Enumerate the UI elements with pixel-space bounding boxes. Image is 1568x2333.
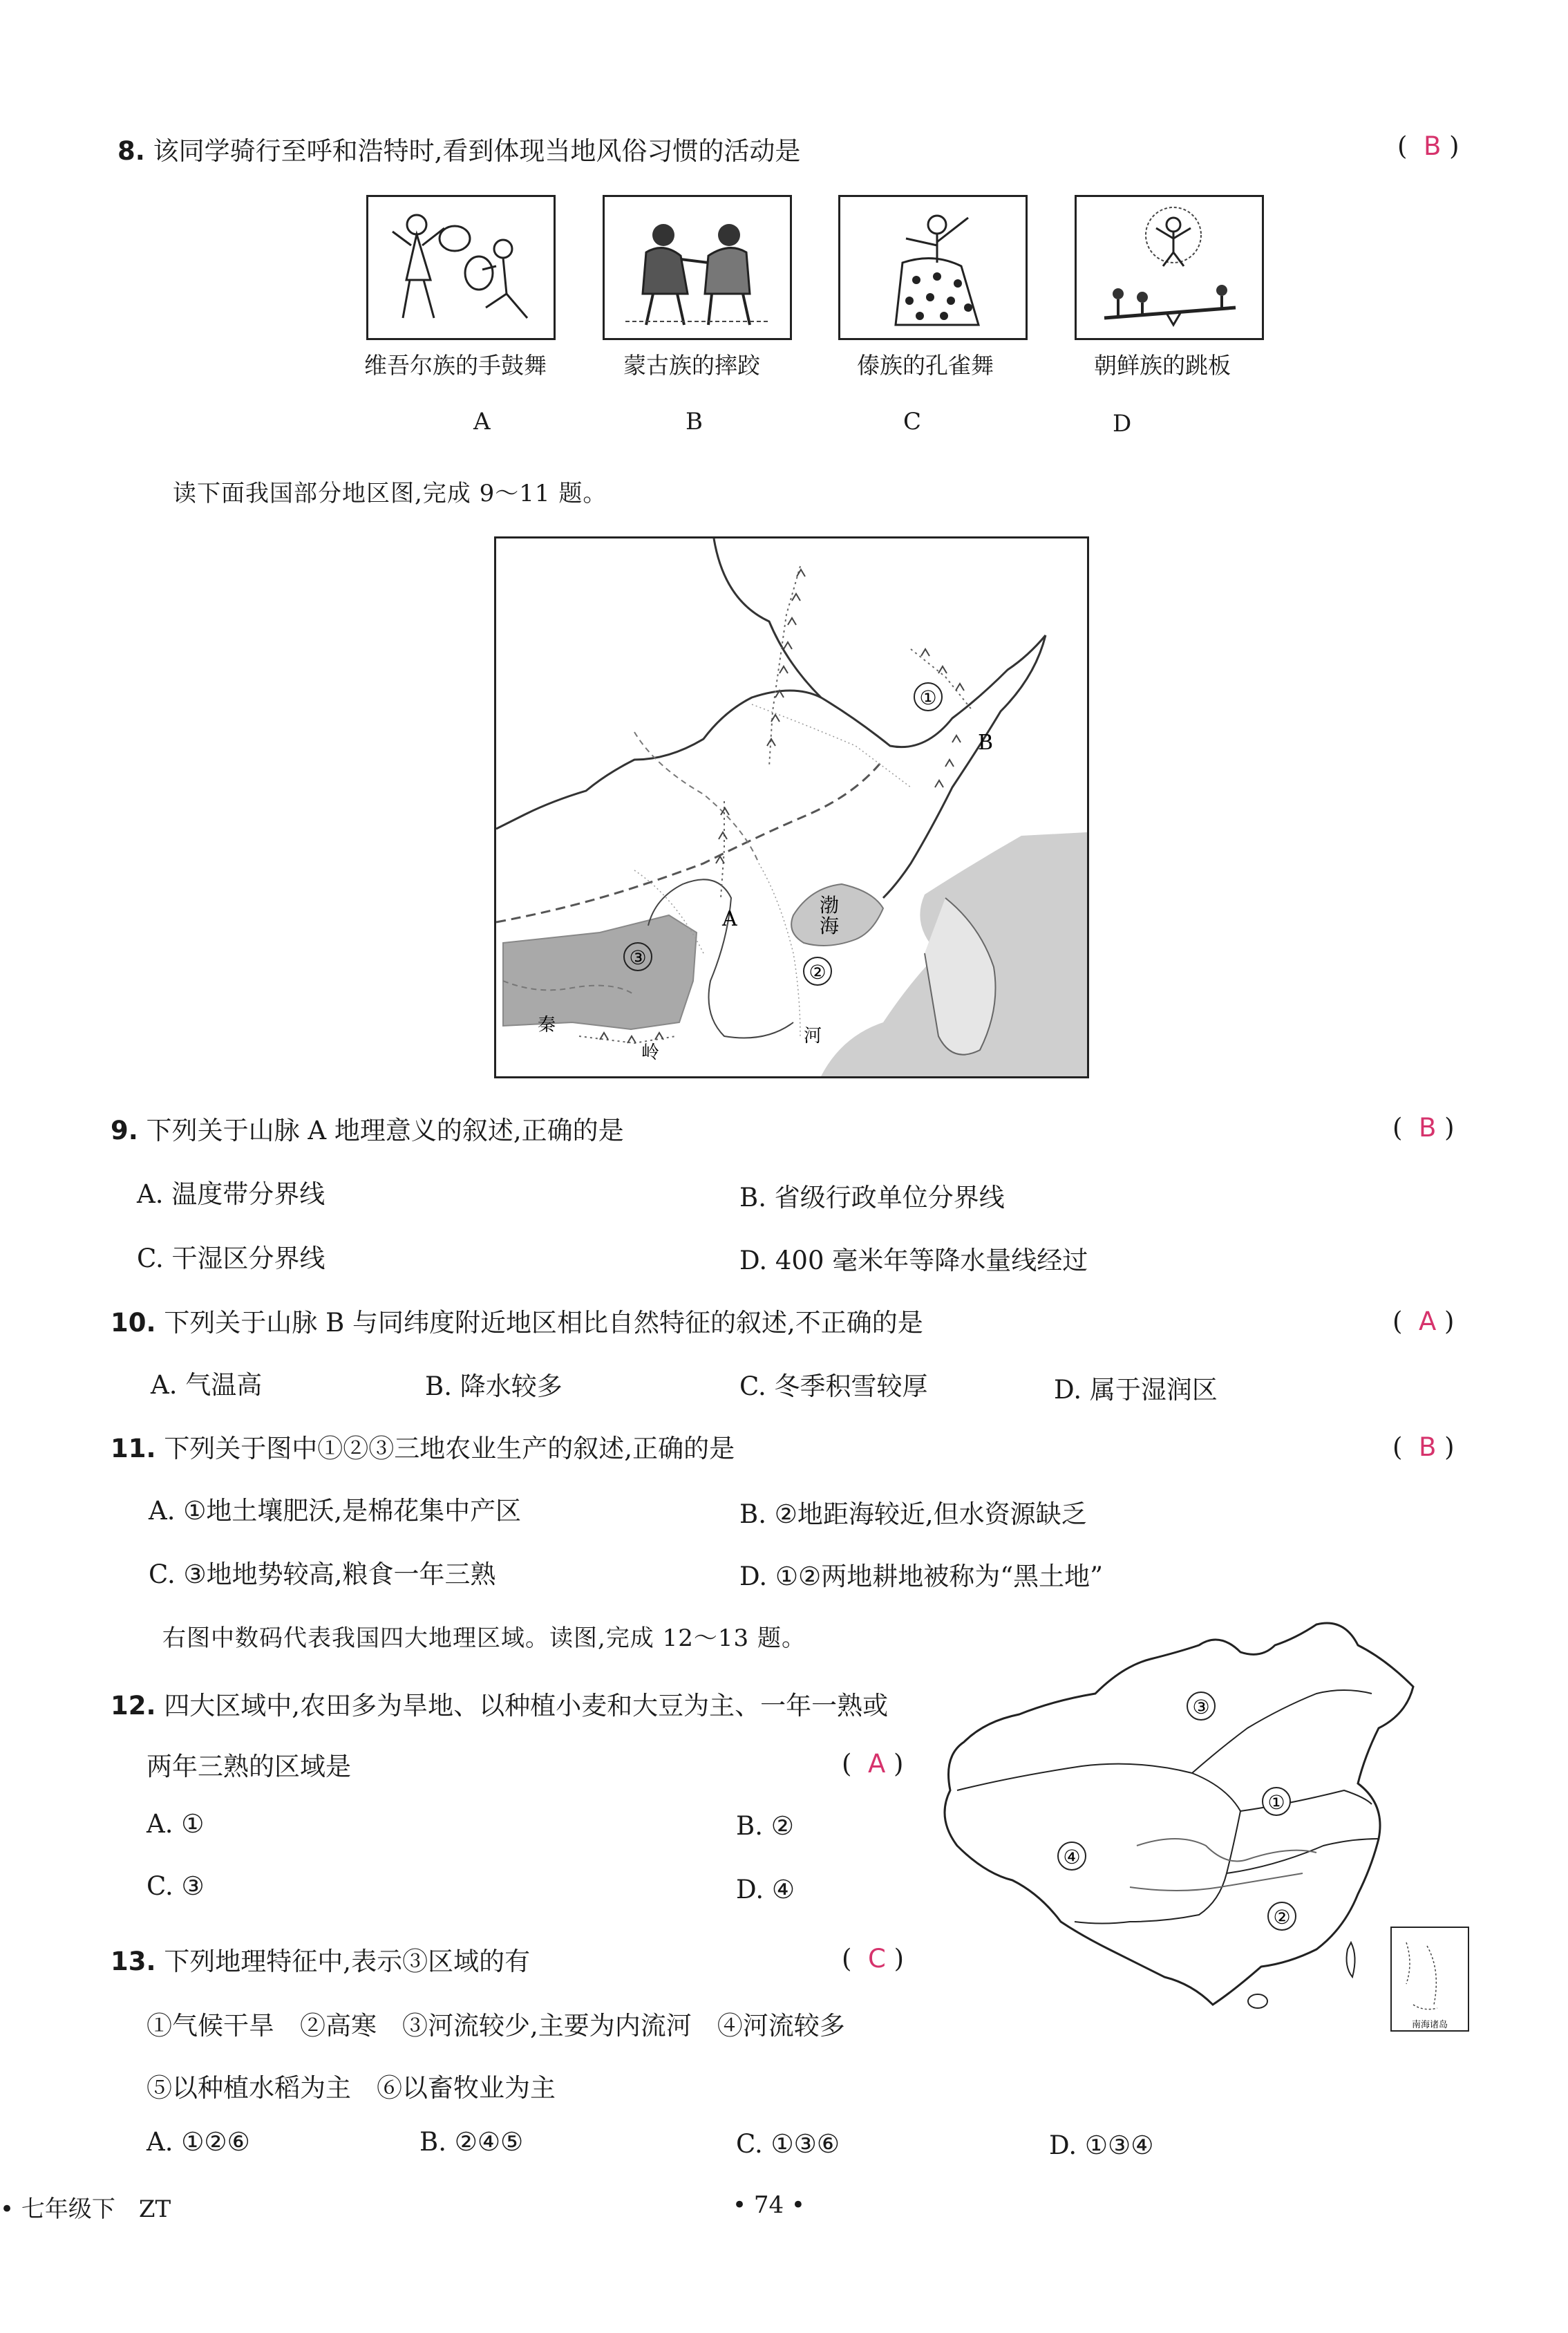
caption-b: 蒙古族的摔跤 — [623, 352, 760, 379]
intro-q12-13: 右图中数码代表我国四大地理区域。读图,完成 12～13 题。 — [162, 1624, 806, 1652]
caption-d: 朝鲜族的跳板 — [1094, 352, 1231, 379]
q9-number: 9. — [111, 1116, 138, 1145]
dancers-illustration — [368, 197, 554, 338]
map2-label-4: ④ — [1063, 1846, 1081, 1868]
south-china-sea-inset — [1391, 1927, 1468, 2031]
letter-c: C — [903, 408, 922, 435]
footer-grade: • 七年级下 ZT — [0, 2195, 171, 2223]
q10-option-d[interactable]: D. 属于湿润区 — [1054, 1375, 1218, 1405]
q13-stem — [111, 1940, 530, 1978]
page-number: • 74 • — [733, 2191, 805, 2219]
northern-china-map — [494, 536, 1089, 1078]
q9-stem — [111, 1109, 624, 1147]
map1-label-qin: 秦 — [538, 1015, 556, 1036]
letter-d: D — [1113, 410, 1132, 438]
q10-text: 下列关于山脉 B 与同纬度附近地区相比自然特征的叙述,不正确的是 — [164, 1308, 923, 1338]
q13-option-c[interactable]: C. ①③⑥ — [736, 2129, 840, 2159]
picture-korean-seesaw — [1075, 195, 1264, 340]
q9-option-c[interactable]: C. 干湿区分界线 — [137, 1244, 325, 1273]
q12-answer-letter: A — [867, 1749, 886, 1779]
map1-label-ling: 岭 — [641, 1042, 660, 1063]
china-regions-map — [929, 1618, 1475, 2039]
picture-uyghur-drum-dance — [366, 195, 556, 340]
q11-answer-letter: B — [1418, 1432, 1437, 1462]
intro-q9-11: 读下面我国部分地区图,完成 9～11 题。 — [173, 480, 607, 507]
map1-label-b: B — [978, 731, 994, 755]
q12-option-d[interactable]: D. ④ — [736, 1875, 795, 1904]
map2-drawing — [929, 1618, 1475, 2039]
wrestlers-illustration — [605, 197, 790, 338]
caption-c: 傣族的孔雀舞 — [857, 352, 994, 379]
map1-label-he: 河 — [804, 1026, 822, 1047]
q12-text-1: 四大区域中,农田多为旱地、以种植小麦和大豆为主、一年一熟或 — [164, 1691, 889, 1721]
q13-option-b[interactable]: B. ②④⑤ — [419, 2127, 524, 2157]
q12-option-b[interactable]: B. ② — [736, 1811, 794, 1841]
letter-b: B — [686, 408, 703, 435]
q9-option-a[interactable]: A. 温度带分界线 — [137, 1179, 325, 1209]
q12-stem-line-1 — [111, 1685, 888, 1722]
q9-answer: ( B ) — [1392, 1113, 1455, 1143]
q12-number: 12. — [111, 1691, 156, 1721]
q11-option-b[interactable]: B. ②地距海较近,但水资源缺乏 — [739, 1499, 1087, 1529]
q11-option-c[interactable]: C. ③地地势较高,粮食一年三熟 — [149, 1559, 496, 1589]
map1-label-1: ① — [919, 686, 937, 709]
map1-label-bohai-1: 渤 — [820, 894, 840, 917]
map2-label-1: ① — [1267, 1791, 1285, 1814]
map1-label-2: ② — [809, 961, 826, 984]
q8-number: 8. — [117, 136, 145, 166]
map1-label-bohai-2: 海 — [820, 915, 840, 937]
q12-option-c[interactable]: C. ③ — [147, 1871, 205, 1901]
q9-option-b[interactable]: B. 省级行政单位分界线 — [739, 1183, 1005, 1212]
q13-features-line-2: ⑤以种植水稻为主 ⑥以畜牧业为主 — [147, 2073, 556, 2103]
inset-label: 南海诸岛 — [1411, 2020, 1448, 2030]
map1-label-a: A — [722, 907, 737, 931]
q9-answer-letter: B — [1418, 1113, 1437, 1143]
q11-stem — [111, 1427, 735, 1465]
q13-option-d[interactable]: D. ①③④ — [1049, 2130, 1154, 2160]
q10-number: 10. — [111, 1308, 156, 1338]
q10-stem — [111, 1302, 923, 1339]
q8-stem — [117, 130, 800, 167]
caption-a: 维吾尔族的手鼓舞 — [364, 352, 547, 379]
q11-number: 11. — [111, 1434, 156, 1463]
map1-label-3: ③ — [629, 946, 647, 969]
q13-text: 下列地理特征中,表示③区域的有 — [164, 1947, 531, 1976]
map2-label-2: ② — [1273, 1906, 1291, 1929]
q10-answer-letter: A — [1418, 1306, 1437, 1336]
q9-text: 下列关于山脉 A 地理意义的叙述,正确的是 — [146, 1116, 624, 1145]
q12-option-a[interactable]: A. ① — [147, 1809, 205, 1839]
q13-answer: ( C ) — [842, 1944, 905, 1974]
q10-option-b[interactable]: B. 降水较多 — [425, 1371, 563, 1401]
picture-dai-peacock-dance — [838, 195, 1028, 340]
q13-option-a[interactable]: A. ①②⑥ — [147, 2127, 250, 2157]
q8-answer: ( B ) — [1397, 131, 1460, 161]
map2-label-3: ③ — [1192, 1696, 1210, 1718]
q13-number: 13. — [111, 1947, 156, 1976]
q11-option-d[interactable]: D. ①②两地耕地被称为“黑土地” — [739, 1562, 1104, 1591]
q12-answer: ( A ) — [842, 1749, 904, 1779]
q12-stem-line-2: 两年三熟的区域是 — [147, 1752, 351, 1781]
seesaw-illustration — [1077, 197, 1262, 338]
q8-text: 该同学骑行至呼和浩特时,看到体现当地风俗习惯的活动是 — [153, 136, 801, 166]
peacock-dancer-illustration — [840, 197, 1026, 338]
q11-answer: ( B ) — [1392, 1432, 1455, 1462]
letter-a: A — [473, 408, 491, 435]
q11-text: 下列关于图中①②③三地农业生产的叙述,正确的是 — [164, 1434, 735, 1463]
picture-mongolian-wrestling — [603, 195, 792, 340]
map1-drawing — [496, 538, 1087, 1076]
q10-answer: ( A ) — [1392, 1306, 1455, 1336]
q13-features-line-1: ①气候干旱 ②高寒 ③河流较少,主要为内流河 ④河流较多 — [147, 2011, 845, 2041]
q9-option-d[interactable]: D. 400 毫米年等降水量线经过 — [739, 1246, 1088, 1275]
q10-option-c[interactable]: C. 冬季积雪较厚 — [739, 1371, 928, 1401]
q8-answer-letter: B — [1423, 131, 1442, 161]
q13-answer-letter: C — [867, 1944, 886, 1974]
q10-option-a[interactable]: A. 气温高 — [151, 1370, 263, 1400]
q11-option-a[interactable]: A. ①地土壤肥沃,是棉花集中产区 — [149, 1496, 522, 1526]
